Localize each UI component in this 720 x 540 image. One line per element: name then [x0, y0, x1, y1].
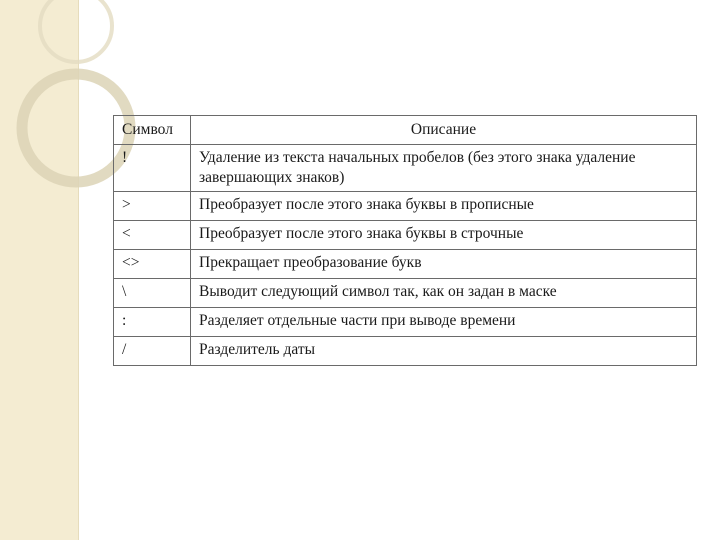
row-description: Преобразует после этого знака буквы в прописные: [191, 192, 697, 221]
row-description: Разделитель даты: [191, 337, 697, 366]
header-description: Описание: [191, 116, 697, 145]
table-row: [114, 308, 697, 337]
small-ring: [40, 0, 112, 62]
table-header-row: [114, 116, 697, 145]
row-description: Разделяет отдельные части при выводе времени: [191, 308, 697, 337]
row-symbol: \: [114, 279, 191, 308]
table-row: [114, 250, 697, 279]
mask-symbols-table: [113, 115, 697, 366]
row-symbol: /: [114, 337, 191, 366]
row-symbol: <>: [114, 250, 191, 279]
row-description: Удаление из текста начальных пробелов (без этого знака удаление завершающих знаков): [191, 145, 697, 192]
row-description: Прекращает преобразование букв: [191, 250, 697, 279]
row-description: Преобразует после этого знака буквы в строчные: [191, 221, 697, 250]
row-description: Выводит следующий символ так, как он задан в маске: [191, 279, 697, 308]
table-row: [114, 192, 697, 221]
row-symbol: :: [114, 308, 191, 337]
row-symbol: >: [114, 192, 191, 221]
row-symbol: <: [114, 221, 191, 250]
row-symbol: !: [114, 145, 191, 192]
table-row: [114, 337, 697, 366]
table-row: [114, 279, 697, 308]
header-symbol: Символ: [114, 116, 191, 145]
table-row: [114, 221, 697, 250]
table-row: [114, 145, 697, 192]
